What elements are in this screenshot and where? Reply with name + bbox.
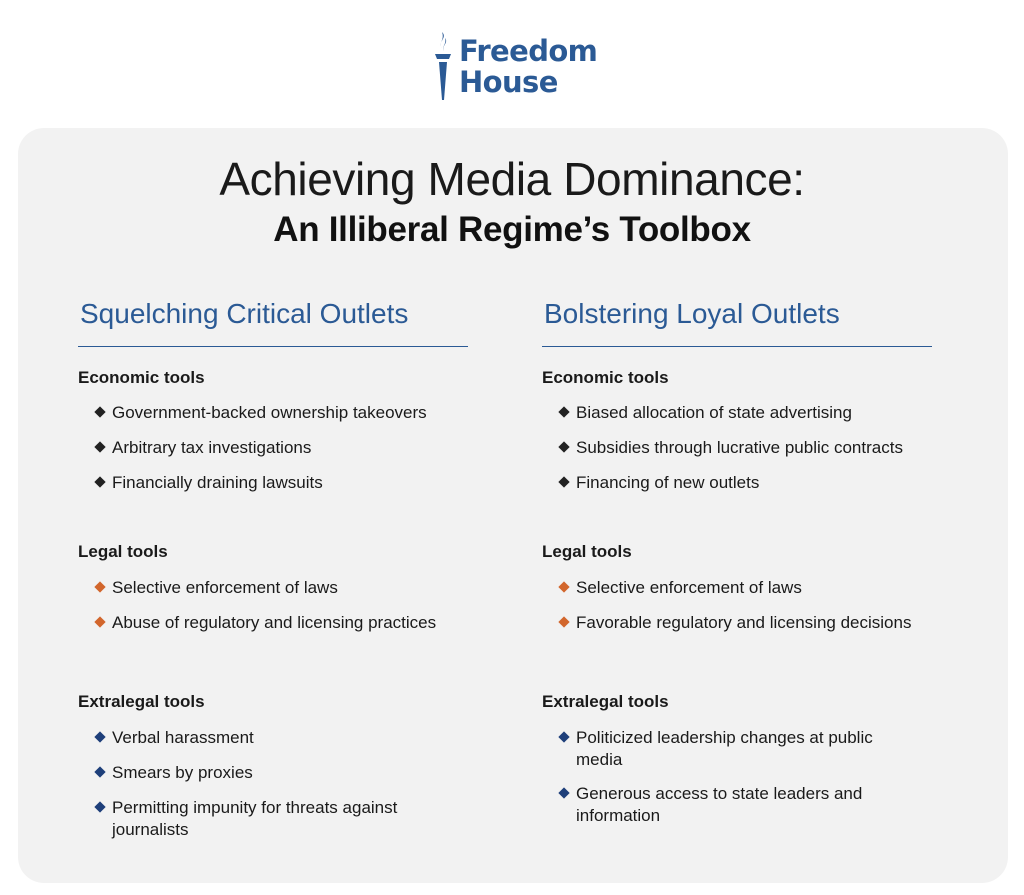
list-item-text: Politicized leadership changes at public media <box>576 728 873 769</box>
diamond-bullet-icon <box>558 581 569 592</box>
list-item-text: Government-backed ownership takeovers <box>112 403 427 422</box>
section-title-economic: Economic tools <box>78 368 205 387</box>
list-item-text: Biased allocation of state advertising <box>576 403 852 422</box>
page-subtitle: An Illiberal Regime’s Toolbox <box>273 210 751 249</box>
list-item-text: Arbitrary tax investigations <box>112 438 312 457</box>
diamond-bullet-icon <box>94 766 105 777</box>
diamond-bullet-icon <box>558 441 569 452</box>
section-title-economic: Economic tools <box>542 368 669 387</box>
list-item <box>96 727 488 749</box>
list-item <box>560 437 980 459</box>
logo-line-1: Freedom <box>459 34 598 68</box>
section-title-extralegal: Extralegal tools <box>542 692 669 711</box>
logo-line-2: House <box>459 65 558 99</box>
list-item <box>96 612 488 634</box>
list-item-text: Selective enforcement of laws <box>112 578 338 597</box>
diamond-bullet-icon <box>558 406 569 417</box>
list-item <box>560 402 952 424</box>
list-item <box>560 783 920 827</box>
list-item <box>96 472 488 494</box>
column-heading: Squelching Critical Outlets <box>80 298 409 329</box>
list-item <box>96 797 456 841</box>
list-item-text: Abuse of regulatory and licensing practices <box>112 613 437 632</box>
list-item <box>96 577 488 599</box>
column-heading: Bolstering Loyal Outlets <box>544 298 840 329</box>
list-item <box>96 762 488 784</box>
list-item <box>96 437 488 459</box>
diamond-bullet-icon <box>94 406 105 417</box>
list-item-text: Financially draining lawsuits <box>112 473 323 492</box>
section-title-legal: Legal tools <box>78 542 168 561</box>
heading-divider <box>78 346 468 347</box>
logo-wordmark <box>459 36 597 98</box>
list-item-text: Subsidies through lucrative public contracts <box>576 438 903 457</box>
list-item-text: Smears by proxies <box>112 763 253 782</box>
list-item-text: Verbal harassment <box>112 728 254 747</box>
diamond-bullet-icon <box>558 476 569 487</box>
diamond-bullet-icon <box>94 801 105 812</box>
list-item <box>96 402 488 424</box>
diamond-bullet-icon <box>94 476 105 487</box>
diamond-bullet-icon <box>94 616 105 627</box>
diamond-bullet-icon <box>558 787 569 798</box>
list-item <box>560 612 980 634</box>
list-item-text: Permitting impunity for threats against journalists <box>112 798 398 839</box>
list-item-text: Favorable regulatory and licensing decisions <box>576 613 912 632</box>
list-item-text: Selective enforcement of laws <box>576 578 802 597</box>
page-title: Achieving Media Dominance: <box>219 153 805 205</box>
heading-divider <box>542 346 932 347</box>
section-title-legal: Legal tools <box>542 542 632 561</box>
diamond-bullet-icon <box>558 731 569 742</box>
list-item-text: Financing of new outlets <box>576 473 760 492</box>
freedom-house-logo <box>432 28 602 102</box>
list-item <box>560 577 952 599</box>
list-item <box>560 727 920 771</box>
torch-icon <box>432 30 454 100</box>
section-title-extralegal: Extralegal tools <box>78 692 205 711</box>
list-item-text: Generous access to state leaders and information <box>576 784 863 825</box>
diamond-bullet-icon <box>94 441 105 452</box>
diamond-bullet-icon <box>94 731 105 742</box>
diamond-bullet-icon <box>558 616 569 627</box>
list-item <box>560 472 952 494</box>
diamond-bullet-icon <box>94 581 105 592</box>
